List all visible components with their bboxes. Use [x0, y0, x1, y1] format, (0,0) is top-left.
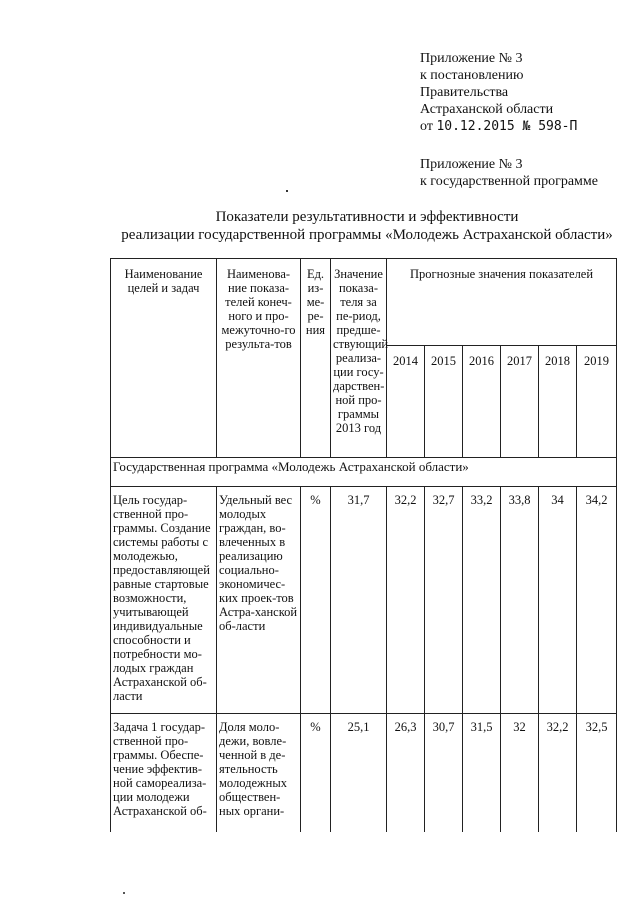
value-cell: 32	[501, 714, 539, 833]
indicators-table	[110, 258, 617, 832]
value-cell: 33,8	[501, 487, 539, 714]
base-value-cell: 31,7	[331, 487, 387, 714]
appendix-region: Астраханской области	[420, 102, 554, 117]
appendix-date-line	[420, 118, 577, 135]
resolution-date: 10.12.2015	[436, 119, 515, 134]
value-cell: 34,2	[577, 487, 617, 714]
title-line-1: Показатели результативности и эффективности	[215, 209, 519, 225]
goal-cell: Задача 1 государ-ственной про-граммы. Обеспе-чение эффектив-ной самореализа-ции молодежи Астраханской об-	[111, 714, 217, 833]
header-base-value: Значение показа-теля за пе-риод, предше-ствующий реализа-ции госу-дарствен-ной про-граммы 2013 год	[331, 259, 387, 458]
base-value-cell: 25,1	[331, 714, 387, 833]
appendix-government: Правительства	[420, 85, 509, 100]
header-year: 2019	[577, 345, 617, 457]
title-line-2: реализации государственной программы «Молодежь Астраханской области»	[121, 227, 613, 243]
header-indicators: Наименова-ние показа-телей конеч-ного и про-межуточно-го результа-тов	[217, 259, 301, 458]
header-year: 2014	[387, 345, 425, 457]
header-year: 2018	[539, 345, 577, 457]
unit-cell: %	[301, 487, 331, 714]
value-cell: 32,2	[539, 714, 577, 833]
unit-cell: %	[301, 714, 331, 833]
goal-cell: Цель государ-ственной про-граммы. Создание системы работы с молодежью, предоставляющей равные стартовые возможности, учитывающей индивидуальные способности и потребности мо-лодых граждан Астраханской об-ласти	[111, 487, 217, 714]
appendix-note-resolution	[420, 50, 577, 135]
value-cell: 26,3	[387, 714, 425, 833]
resolution-number: № 598-П	[514, 119, 578, 134]
appendix-note-program	[420, 156, 598, 190]
value-cell: 34	[539, 487, 577, 714]
appendix-to-resolution: к постановлению	[420, 68, 524, 83]
header-year: 2017	[501, 345, 539, 457]
header-forecast: Прогнозные значения показателей	[387, 259, 617, 346]
value-cell: 30,7	[425, 714, 463, 833]
header-row	[111, 259, 617, 346]
stray-mark	[123, 892, 125, 894]
indicator-cell: Удельный вес молодых граждан, во-влеченных в реализацию социально-экономичес-ких проек-тов Астра-ханской об-ласти	[217, 487, 301, 714]
value-cell: 33,2	[463, 487, 501, 714]
header-year: 2015	[425, 345, 463, 457]
header-year: 2016	[463, 345, 501, 457]
section-title: Государственная программа «Молодежь Астраханской области»	[111, 458, 617, 487]
table-row	[111, 714, 617, 833]
value-cell: 32,7	[425, 487, 463, 714]
appendix-number: Приложение № 3	[420, 51, 523, 66]
table-row	[111, 487, 617, 714]
value-cell: 32,5	[577, 714, 617, 833]
value-cell: 32,2	[387, 487, 425, 714]
stray-mark	[286, 190, 288, 192]
date-prefix: от	[420, 119, 437, 134]
indicator-cell: Доля моло-дежи, вовле-ченной в де-ятельность молодежных обществен-ных органи-	[217, 714, 301, 833]
header-goals: Наименование целей и задач	[111, 259, 217, 458]
appendix-to-program: к государственной программе	[420, 174, 598, 189]
value-cell: 31,5	[463, 714, 501, 833]
header-unit: Ед. из-ме-ре-ния	[301, 259, 331, 458]
section-row	[111, 458, 617, 487]
appendix-number: Приложение № 3	[420, 157, 523, 172]
document-title	[112, 208, 622, 244]
